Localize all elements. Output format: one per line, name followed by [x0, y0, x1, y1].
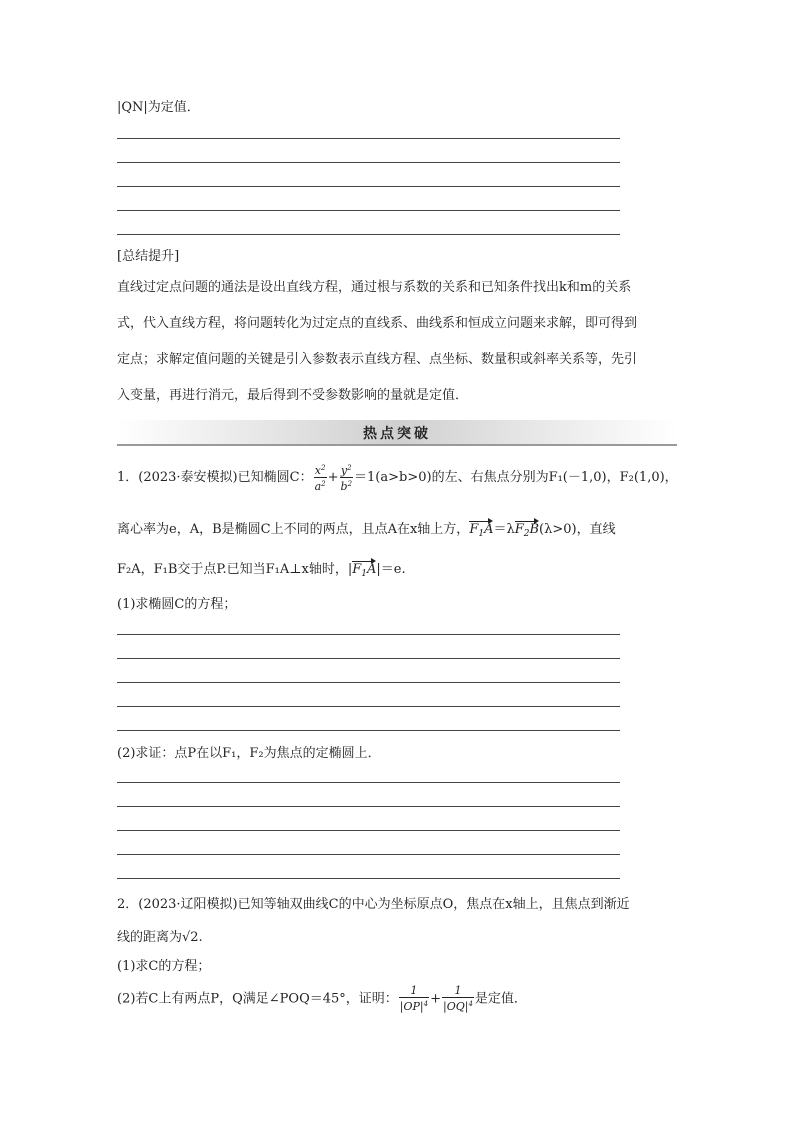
problem1-q2: (2)求证：点P在以F₁，F₂为焦点的定椭圆上． — [117, 746, 381, 761]
answer-line — [117, 730, 620, 731]
problem1-q1: (1)求椭圆C的方程； — [117, 597, 237, 612]
problem1-line3-text: F₂A，F₁B交于点P.已知当F₁A⊥x轴时， — [117, 562, 348, 577]
problem2-q2-text: (2)若C上有两点P，Q满足∠POQ＝45°，证明： — [117, 991, 398, 1007]
summary-line: 直线过定点问题的通法是设出直线方程，通过根与系数的关系和已知条件找出k和m的关系 — [117, 280, 632, 295]
answer-line — [117, 830, 620, 831]
fraction-1-OQ4: $\frac{1}{|OQ|^4}$ — [442, 984, 473, 1013]
fraction-1-OP4: $\frac{1}{|OP|^4}$ — [399, 984, 429, 1013]
answer-line — [117, 878, 620, 879]
problem2-q2-end: 是定值． — [474, 991, 527, 1007]
problem1-line2: 离心率为e，A，B是椭圆C上不同的两点，且点A在x轴上方，$F_1A=\lambda F_2B(\lambda>0)$，直线 — [117, 522, 616, 539]
problem1-line3: F₂A，F₁B交于点P.已知当F₁A⊥x轴时，$|F_1A|=e$. — [117, 562, 406, 579]
top-line: |QN|为定值． — [117, 100, 200, 115]
vector-F1A-abs: $F_1A$ — [352, 562, 377, 579]
vector-F2B: $F_2B$ — [514, 522, 540, 539]
section-title: 热点突破 — [363, 426, 431, 442]
problem2-q1: (1)求C的方程； — [117, 959, 211, 974]
answer-line — [117, 210, 620, 211]
summary-line: 式，代入直线方程，将问题转化为过定点的直线系、曲线系和恒成立问题来求解，即可得到 — [117, 316, 638, 331]
fraction-x2-a2: $\frac{x^2}{a^2}$ — [314, 464, 326, 493]
summary-heading: [总结提升] — [117, 249, 180, 264]
answer-line — [117, 782, 620, 783]
summary-line: 定点；求解定值问题的关键是引入参数表示直线方程、点坐标、数量积或斜率关系等，先引 — [117, 352, 638, 367]
answer-line — [117, 634, 620, 635]
problem2-line1: 2．(2023·辽阳模拟)已知等轴双曲线C的中心为坐标原点O，焦点在x轴上，且焦点到渐近 — [117, 897, 630, 912]
vector-F1A: $F_1A$ — [469, 522, 494, 539]
answer-line — [117, 234, 620, 235]
problem1-line2-end: (λ>0)，直线 — [539, 522, 616, 537]
fraction-y2-b2: $\frac{y^2}{b^2}$ — [340, 464, 353, 493]
problem1-line1: 1．(2023·泰安模拟)已知椭圆C： $\frac{x^2}{a^2}$ + $\frac{y^2}{b^2}$ ＝1(a>b>0)的左、右焦点分别为F₁(－1,0)，F₂(1,0)， — [117, 464, 678, 493]
problem1-line2-text: 离心率为e，A，B是椭圆C上不同的两点，且点A在x轴上方， — [117, 522, 470, 537]
answer-line — [117, 806, 620, 807]
problem2-line2: 线的距离为√2. — [117, 930, 203, 945]
answer-line — [117, 854, 620, 855]
problem1-intro-cont: ＝1(a>b>0)的左、右焦点分别为F₁(－1,0)，F₂(1,0)， — [354, 470, 678, 485]
problem1-intro: 1．(2023·泰安模拟)已知椭圆C： — [117, 470, 313, 485]
answer-line — [117, 658, 620, 659]
answer-line — [117, 162, 620, 163]
section-band — [117, 420, 677, 446]
answer-line — [117, 138, 620, 139]
answer-line — [117, 682, 620, 683]
answer-line — [117, 186, 620, 187]
answer-line — [117, 706, 620, 707]
summary-line: 入变量，再进行消元，最后得到不受参数影响的量就是定值． — [117, 388, 469, 403]
problem2-q2: (2)若C上有两点P，Q满足∠POQ＝45°，证明： $\frac{1}{|OP|^4}$ + $\frac{1}{|OQ|^4}$ 是定值． — [117, 984, 527, 1013]
problem1-line3-end: ＝e. — [380, 562, 406, 577]
